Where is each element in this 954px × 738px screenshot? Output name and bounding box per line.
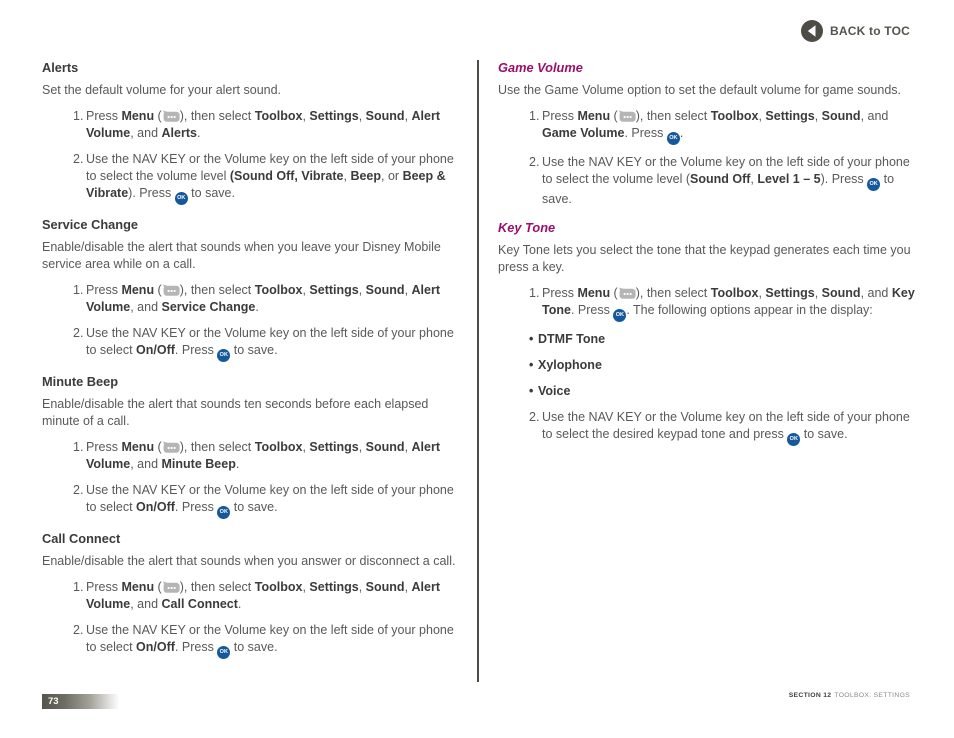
bullet-dot: • [529, 384, 534, 398]
body-text: ( [154, 580, 162, 594]
body-text: Press [86, 580, 122, 594]
keyword-text: Beep [350, 169, 382, 183]
numbered-step [42, 439, 463, 473]
body-text: , [814, 109, 822, 123]
keyword-text: Alert Volume [86, 580, 440, 611]
keyword-text: Sound [365, 109, 405, 123]
keyword-text: Key Tone [542, 286, 915, 317]
item-text [542, 409, 919, 446]
body-text: Enable/disable the alert that sounds when you answer or disconnect a call. [42, 554, 456, 568]
keyword-text: Game Volume [542, 126, 625, 140]
body-text: Enable/disable the alert that sounds when you leave your Disney Mobile service area while on a call. [42, 240, 441, 271]
menu-softkey-icon [162, 110, 180, 122]
ok-key-icon: OK [667, 132, 680, 145]
item-text [86, 579, 463, 613]
keyword-text: Menu [577, 286, 611, 300]
item-text [86, 282, 463, 316]
numbered-step [498, 285, 919, 322]
body-text: Use the NAV KEY or the Volume key on the left side of your phone to select the desired keypad tone and press [542, 410, 910, 441]
section-intro [42, 553, 463, 570]
section-intro [42, 239, 463, 273]
body-text: to save. [800, 427, 848, 441]
footer-section-number: SECTION 12 [788, 692, 832, 699]
body-text: , and [130, 597, 162, 611]
body-text: . [235, 457, 240, 471]
keyword-text: Minute Beep [161, 457, 236, 471]
numbered-step [42, 282, 463, 316]
body-text: to save. [542, 172, 895, 206]
keyword-text: Menu [121, 283, 155, 297]
body-text: , and [860, 286, 892, 300]
body-text: ), then select [635, 286, 711, 300]
body-text: . [237, 597, 242, 611]
keyword-text: Toolbox [254, 580, 303, 594]
keyword-text: Xylophone [538, 358, 602, 372]
body-text: ), then select [179, 580, 255, 594]
item-text [86, 108, 463, 142]
body-text: ), then select [179, 283, 255, 297]
keyword-text: Settings [765, 109, 815, 123]
back-to-toc-button[interactable] [801, 20, 910, 42]
body-text: Press [542, 109, 578, 123]
menu-softkey-icon [618, 110, 636, 122]
body-text: Use the NAV KEY or the Volume key on the left side of your phone to select [86, 483, 454, 514]
body-text: ( [154, 440, 162, 454]
body-text: . [196, 126, 201, 140]
item-text [86, 482, 463, 519]
keyword-text: Alert Volume [86, 440, 440, 471]
ok-key-icon: OK [175, 192, 188, 205]
section-intro [42, 82, 463, 99]
body-text: , [404, 580, 412, 594]
keyword-text: On/Off [136, 640, 175, 654]
body-text: , [404, 283, 412, 297]
step-number: 1. [529, 286, 540, 300]
bullet-item [498, 357, 919, 374]
body-text: Set the default volume for your alert sound. [42, 83, 282, 97]
keyword-text: Toolbox [710, 109, 759, 123]
section-heading: Service Change [42, 217, 139, 232]
step-number: 1. [529, 109, 540, 123]
body-text: , [343, 169, 351, 183]
step-number: 2. [73, 326, 84, 340]
keyword-text: Menu [577, 109, 611, 123]
body-text: , [358, 283, 366, 297]
numbered-step [42, 482, 463, 519]
step-number: 1. [73, 440, 84, 454]
step-number: 1. [73, 109, 84, 123]
body-text: , and [130, 457, 162, 471]
ok-key-icon: OK [613, 309, 626, 322]
ok-key-icon: OK [787, 433, 800, 446]
keyword-text: Sound [365, 283, 405, 297]
body-text: Use the Game Volume option to set the default volume for game sounds. [498, 83, 902, 97]
keyword-text: Call Connect [161, 597, 238, 611]
body-text: Press [542, 286, 578, 300]
numbered-step [498, 154, 919, 208]
body-text: , [358, 440, 366, 454]
keyword-text: Toolbox [254, 109, 303, 123]
body-text: . Press [624, 126, 667, 140]
keyword-text: Alerts [161, 126, 197, 140]
body-text: , and [860, 109, 889, 123]
keyword-text: Toolbox [254, 440, 303, 454]
body-text: , [302, 109, 310, 123]
body-text: , [302, 440, 310, 454]
keyword-text: Service Change [161, 300, 256, 314]
step-number: 2. [73, 152, 84, 166]
keyword-text: Sound [821, 286, 861, 300]
section-service-change [42, 217, 463, 362]
body-text: Use the NAV KEY or the Volume key on the left side of your phone to select the volume level [86, 152, 454, 183]
body-text: , [404, 440, 412, 454]
body-text: . Press [174, 343, 218, 357]
ok-key-icon: OK [217, 646, 230, 659]
item-text [86, 151, 463, 205]
body-text: ). Press [128, 186, 175, 200]
body-text: Press [86, 283, 122, 297]
step-number: 2. [529, 155, 540, 169]
step-number: 2. [73, 623, 84, 637]
footer-section-title: TOOLBOX: SETTINGS [834, 692, 910, 699]
section-intro [498, 82, 919, 99]
keyword-text: Sound Off [690, 172, 751, 186]
body-text: Enable/disable the alert that sounds ten seconds before each elapsed minute of a call. [42, 397, 429, 428]
page-number: 73 [48, 696, 59, 707]
body-text: ), then select [179, 440, 255, 454]
body-text: Use the NAV KEY or the Volume key on the left side of your phone to select [86, 623, 454, 654]
body-text: , [750, 172, 758, 186]
body-text: , [302, 580, 310, 594]
body-text: ). Press [820, 172, 868, 186]
menu-softkey-icon [162, 441, 180, 453]
section-heading: Minute Beep [42, 374, 119, 389]
item-text [542, 154, 919, 208]
body-text: ), then select [635, 109, 711, 123]
keyword-text: On/Off [136, 500, 175, 514]
body-text: , [302, 283, 310, 297]
body-text: ), then select [179, 109, 255, 123]
body-text: . Press [174, 500, 218, 514]
keyword-text: Voice [538, 384, 571, 398]
body-text: ( [154, 283, 162, 297]
item-text [538, 357, 602, 374]
body-text: ( [154, 109, 162, 123]
keyword-text: Toolbox [710, 286, 759, 300]
body-text: Use the NAV KEY or the Volume key on the left side of your phone to select the volume level ( [542, 155, 910, 186]
section-heading: Key Tone [498, 220, 556, 235]
keyword-text: On/Off [136, 343, 175, 357]
section-call-connect [42, 531, 463, 659]
item-text [86, 439, 463, 473]
body-text: , and [130, 126, 162, 140]
section-heading: Game Volume [498, 60, 583, 75]
keyword-text: Settings [765, 286, 815, 300]
step-number: 2. [73, 483, 84, 497]
item-text [542, 108, 919, 145]
keyword-text: Alert Volume [86, 283, 440, 314]
body-text: , [814, 286, 822, 300]
keyword-text: Menu [121, 580, 155, 594]
body-text: . Press [174, 640, 218, 654]
keyword-text: Level 1 – 5 [757, 172, 821, 186]
item-text [538, 383, 570, 400]
menu-softkey-icon [618, 287, 636, 299]
step-number: 1. [73, 580, 84, 594]
numbered-step [498, 108, 919, 145]
numbered-step [498, 409, 919, 446]
section-key-tone [498, 220, 919, 446]
item-text [542, 285, 919, 322]
body-text: , [758, 286, 766, 300]
keyword-text: Settings [309, 109, 359, 123]
column-divider [477, 60, 479, 682]
body-text: to save. [187, 186, 235, 200]
body-text: , [758, 109, 766, 123]
body-text: , and [130, 300, 162, 314]
body-text: to save. [230, 640, 278, 654]
body-text: . [255, 300, 259, 314]
keyword-text: Beep & Vibrate [86, 169, 446, 200]
footer-section-label [789, 692, 910, 699]
item-text [538, 331, 605, 348]
section-alerts [42, 60, 463, 205]
ok-key-icon: OK [217, 349, 230, 362]
section-game-volume [498, 60, 919, 208]
bullet-item [498, 383, 919, 400]
right-column [498, 58, 919, 455]
body-text: to save. [230, 500, 278, 514]
numbered-step [42, 108, 463, 142]
body-text: . Press [570, 303, 614, 317]
body-text: . [679, 126, 684, 140]
body-text: ( [610, 109, 618, 123]
section-heading: Alerts [42, 60, 79, 75]
body-text: , [404, 109, 412, 123]
body-text: Use the NAV KEY or the Volume key on the left side of your phone to select [86, 326, 454, 357]
numbered-step [42, 579, 463, 613]
item-text [86, 325, 463, 362]
body-text: to save. [230, 343, 278, 357]
keyword-text: Sound [365, 440, 405, 454]
body-text: . The following options appear in the display: [626, 303, 873, 317]
page-number-bar [42, 694, 119, 709]
keyword-text: Settings [309, 580, 359, 594]
body-text: ( [610, 286, 618, 300]
section-minute-beep [42, 374, 463, 519]
keyword-text: Sound [821, 109, 861, 123]
section-intro [498, 242, 919, 276]
bullet-dot: • [529, 332, 534, 346]
body-text: Key Tone lets you select the tone that the keypad generates each time you press a key. [498, 243, 911, 274]
keyword-text: Menu [121, 109, 155, 123]
keyword-text: Alert Volume [86, 109, 440, 140]
item-text [86, 622, 463, 659]
keyword-text: DTMF Tone [538, 332, 606, 346]
bullet-dot: • [529, 358, 534, 372]
back-to-toc-label: BACK to TOC [830, 24, 910, 38]
ok-key-icon: OK [867, 178, 880, 191]
numbered-step [42, 151, 463, 205]
ok-key-icon: OK [217, 506, 230, 519]
numbered-step [42, 622, 463, 659]
numbered-step [42, 325, 463, 362]
section-heading: Call Connect [42, 531, 121, 546]
left-column [42, 58, 463, 668]
back-arrow-icon [801, 20, 823, 42]
menu-softkey-icon [162, 284, 180, 296]
section-intro [42, 396, 463, 430]
bullet-item [498, 331, 919, 348]
step-number: 1. [73, 283, 84, 297]
body-text: , [358, 580, 366, 594]
keyword-text: Menu [121, 440, 155, 454]
step-number: 2. [529, 410, 540, 424]
menu-softkey-icon [162, 581, 180, 593]
keyword-text: Settings [309, 283, 359, 297]
keyword-text: Sound [365, 580, 405, 594]
body-text: , or [381, 169, 403, 183]
keyword-text: Settings [309, 440, 359, 454]
keyword-text: Toolbox [254, 283, 303, 297]
body-text: , [358, 109, 366, 123]
body-text: Press [86, 440, 122, 454]
body-text: Press [86, 109, 122, 123]
keyword-text: (Sound Off, Vibrate [229, 169, 344, 183]
